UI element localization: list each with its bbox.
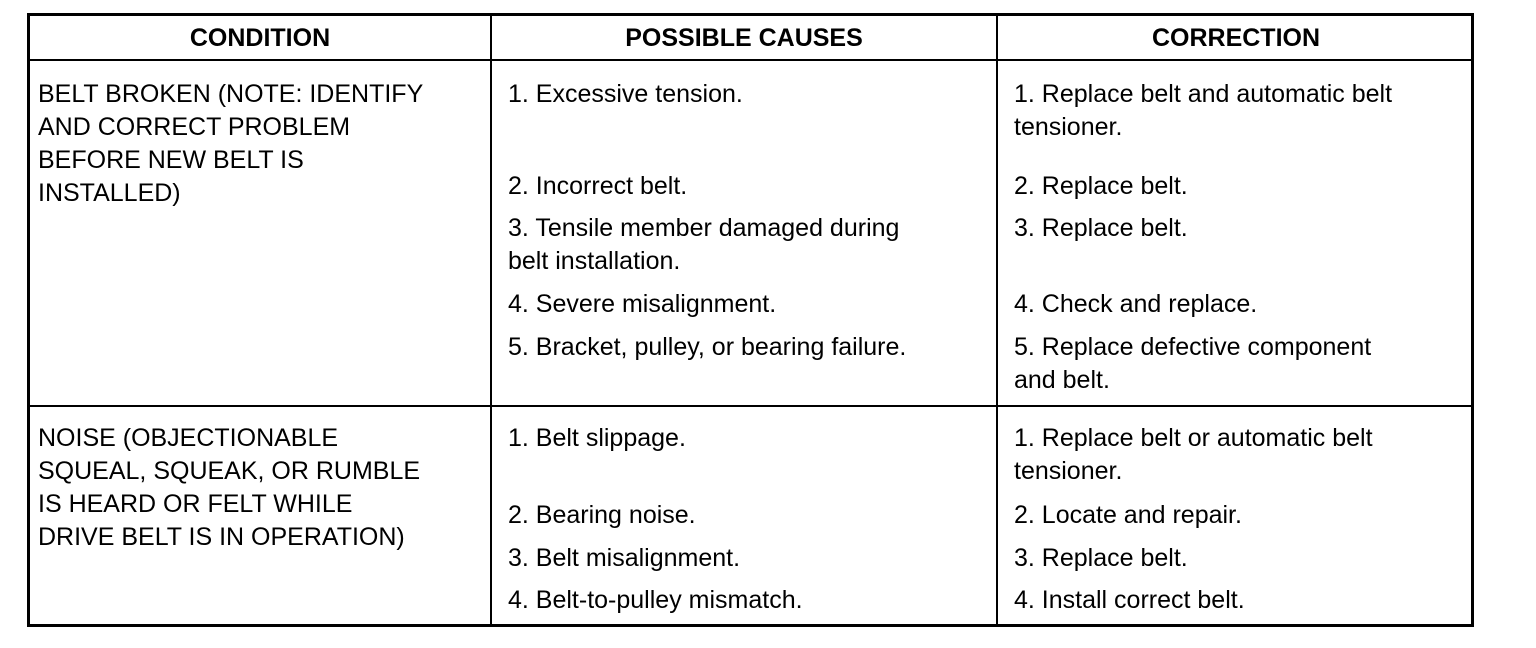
correction-item: 2. Replace belt.	[1014, 172, 1188, 200]
correction-item: 1. Replace belt and automatic belt tensioner.	[1014, 80, 1393, 141]
cause-item: 1. Belt slippage.	[508, 424, 686, 452]
correction-item: 4. Check and replace.	[1014, 290, 1258, 318]
column-divider	[996, 16, 998, 624]
cause-item: 4. Severe misalignment.	[508, 290, 777, 318]
row-divider	[30, 405, 1471, 407]
header-condition: CONDITION	[189, 24, 331, 52]
column-divider	[490, 16, 492, 624]
cause-item: 3. Tensile member damaged during belt installation.	[508, 214, 900, 275]
header-correction: CORRECTION	[1151, 24, 1321, 52]
cause-item: 3. Belt misalignment.	[508, 544, 741, 572]
cause-item: 2. Bearing noise.	[508, 501, 696, 529]
cause-item: 1. Excessive tension.	[508, 80, 743, 108]
correction-item: 1. Replace belt or automatic belt tensioner.	[1014, 424, 1373, 485]
correction-item: 5. Replace defective component and belt.	[1014, 333, 1372, 394]
correction-item: 3. Replace belt.	[1014, 214, 1188, 242]
cause-item: 5. Bracket, pulley, or bearing failure.	[508, 333, 907, 361]
header-possible-causes: POSSIBLE CAUSES	[625, 24, 863, 52]
correction-item: 4. Install correct belt.	[1014, 586, 1245, 614]
correction-item: 2. Locate and repair.	[1014, 501, 1242, 529]
condition-belt-broken: BELT BROKEN (NOTE: IDENTIFY AND CORRECT PROBLEM BEFORE NEW BELT IS INSTALLED)	[38, 80, 424, 207]
cause-item: 2. Incorrect belt.	[508, 172, 688, 200]
cause-item: 4. Belt-to-pulley mismatch.	[508, 586, 803, 614]
condition-noise: NOISE (OBJECTIONABLE SQUEAL, SQUEAK, OR RUMBLE IS HEARD OR FELT WHILE DRIVE BELT IS IN OPERATION)	[38, 424, 421, 551]
correction-item: 3. Replace belt.	[1014, 544, 1188, 572]
diagnosis-table	[27, 13, 1474, 627]
